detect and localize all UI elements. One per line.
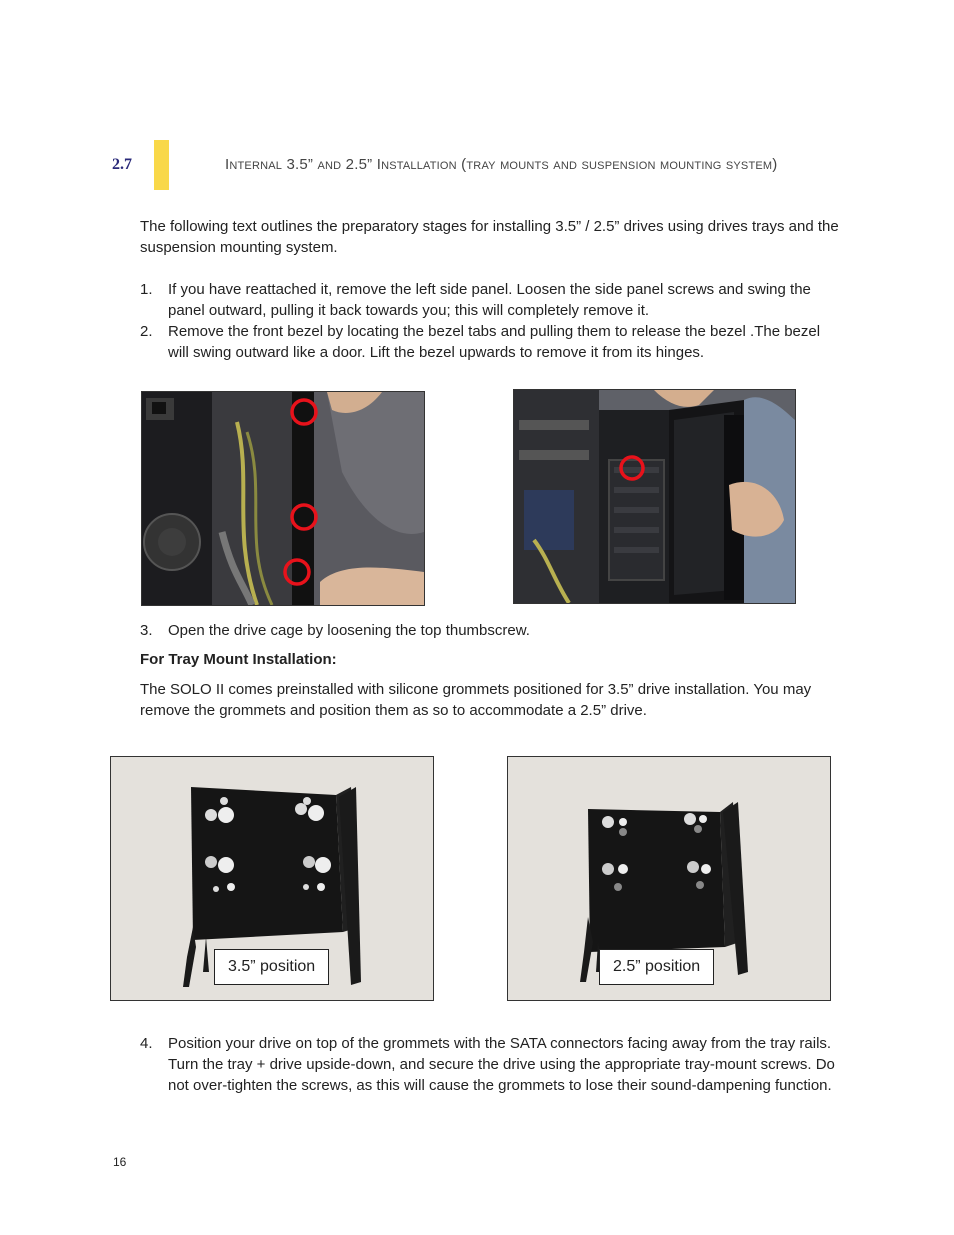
caption-25-position: 2.5” position bbox=[599, 949, 714, 985]
steps-list-top bbox=[140, 279, 845, 363]
list-item bbox=[140, 321, 845, 363]
section-accent-bar bbox=[154, 140, 169, 190]
page-number: 16 bbox=[113, 1155, 127, 1169]
caption-35-position: 3.5” position bbox=[214, 949, 329, 985]
step-number: 3. bbox=[140, 622, 153, 639]
bezel-tabs-photo bbox=[141, 391, 425, 606]
tray-mount-paragraph: The SOLO II comes preinstalled with silicone grommets positioned for 3.5” drive installation. You may remove the grommets and position them as so to accommodate a 2.5” drive. bbox=[140, 681, 812, 719]
tray-25-photo bbox=[507, 756, 831, 1001]
list-item bbox=[140, 1033, 845, 1096]
tray-35-photo bbox=[110, 756, 434, 1001]
step-number: 4. bbox=[140, 1035, 153, 1052]
tray-mount-heading: For Tray Mount Installation: bbox=[140, 651, 337, 668]
list-item bbox=[140, 279, 845, 321]
step-text: Open the drive cage by loosening the top thumbscrew. bbox=[168, 622, 530, 639]
intro-paragraph: The following text outlines the preparatory stages for installing 3.5” / 2.5” drives using drives trays and the suspension mounting system. bbox=[140, 218, 839, 256]
step-text: If you have reattached it, remove the left side panel. Loosen the side panel screws and swing the panel outward, pulling it back towards you; this will completely remove it. bbox=[168, 281, 811, 319]
bezel-open-photo bbox=[513, 389, 796, 604]
section-title: Internal 3.5” and 2.5” Installation (tray mounts and suspension mounting system) bbox=[225, 156, 778, 173]
step-number: 1. bbox=[140, 281, 153, 298]
step-number: 2. bbox=[140, 323, 153, 340]
steps-list-middle bbox=[140, 620, 845, 641]
list-item bbox=[140, 620, 845, 641]
step-text: Position your drive on top of the grommets with the SATA connectors facing away from the tray rails. Turn the tray + drive upside-down, and secure the drive using the appropriate tray-mount screws. Do not over-tighten the screws, as this will cause the grommets to lose their sound-dampening function. bbox=[168, 1035, 835, 1094]
section-number: 2.7 bbox=[112, 156, 132, 173]
steps-list-bottom bbox=[140, 1033, 845, 1096]
step-text: Remove the front bezel by locating the bezel tabs and pulling them to release the bezel .The bezel will swing outward like a door. Lift the bezel upwards to remove it from its hinges. bbox=[168, 323, 821, 361]
